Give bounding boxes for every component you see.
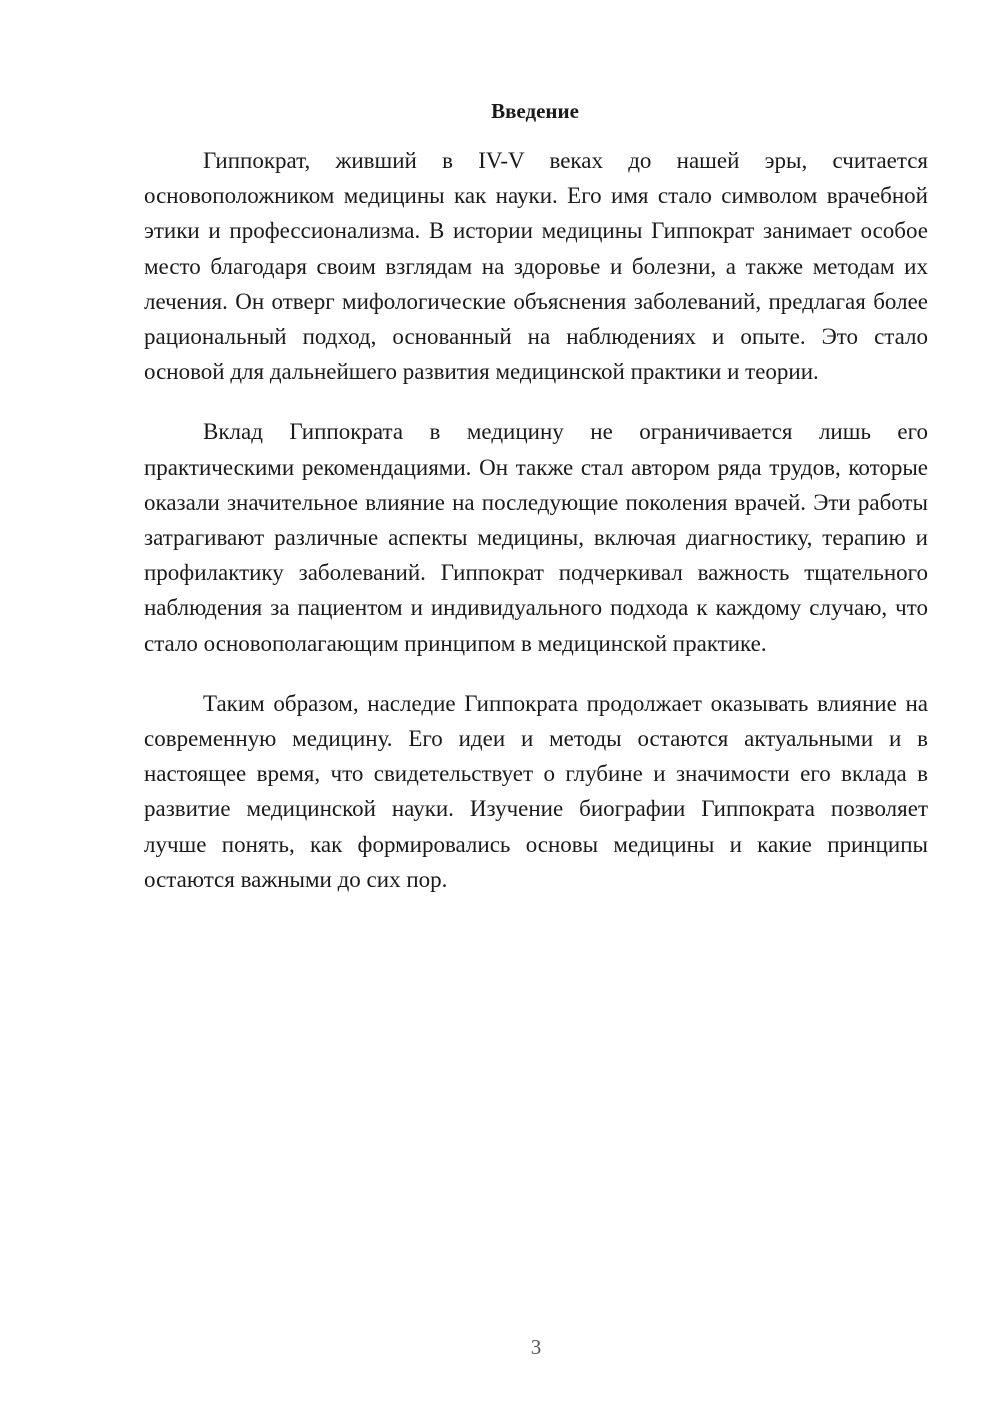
paragraph-2: Вклад Гиппократа в медицину не ограничивается лишь его практическими рекомендациями. Он также стал автором ряда трудов, которые оказали значительное влияние на последующие поколения врачей. Эти работы затрагивают различные аспекты медицины, включая диагностику, терапию и профилактику заболеваний. Гиппократ подчеркивал важность тщательного наблюдения за пациентом и индивидуального подхода к каждому случаю, что стало основополагающим принципом в медицинской практике. <box>144 419 928 656</box>
paragraph-1: Гиппократ, живший в IV-V веках до нашей эры, считается основоположником медицины как науки. Его имя стало символом врачебной этики и профессионализма. В истории медицины Гиппократ занимает особое место благодаря своим взглядам на здоровье и болезни, а также методам их лечения. Он отверг мифологические объяснения заболеваний, предлагая более рациональный подход, основанный на наблюдениях и опыте. Это стало основой для дальнейшего развития медицинской практики и теории. <box>144 148 928 385</box>
page-number: 3 <box>530 1335 542 1359</box>
paragraph-3: Таким образом, наследие Гиппократа продолжает оказывать влияние на современную медицину. Его идеи и методы остаются актуальными и в настоящее время, что свидетельствует о глубине и значимости его вклада в развитие медицинской науки. Изучение биографии Гиппократа позволяет лучше понять, как формировались основы медицины и какие принципы остаются важными до сих пор. <box>144 690 928 892</box>
body-text <box>144 143 928 922</box>
page-heading: Введение <box>491 99 579 123</box>
